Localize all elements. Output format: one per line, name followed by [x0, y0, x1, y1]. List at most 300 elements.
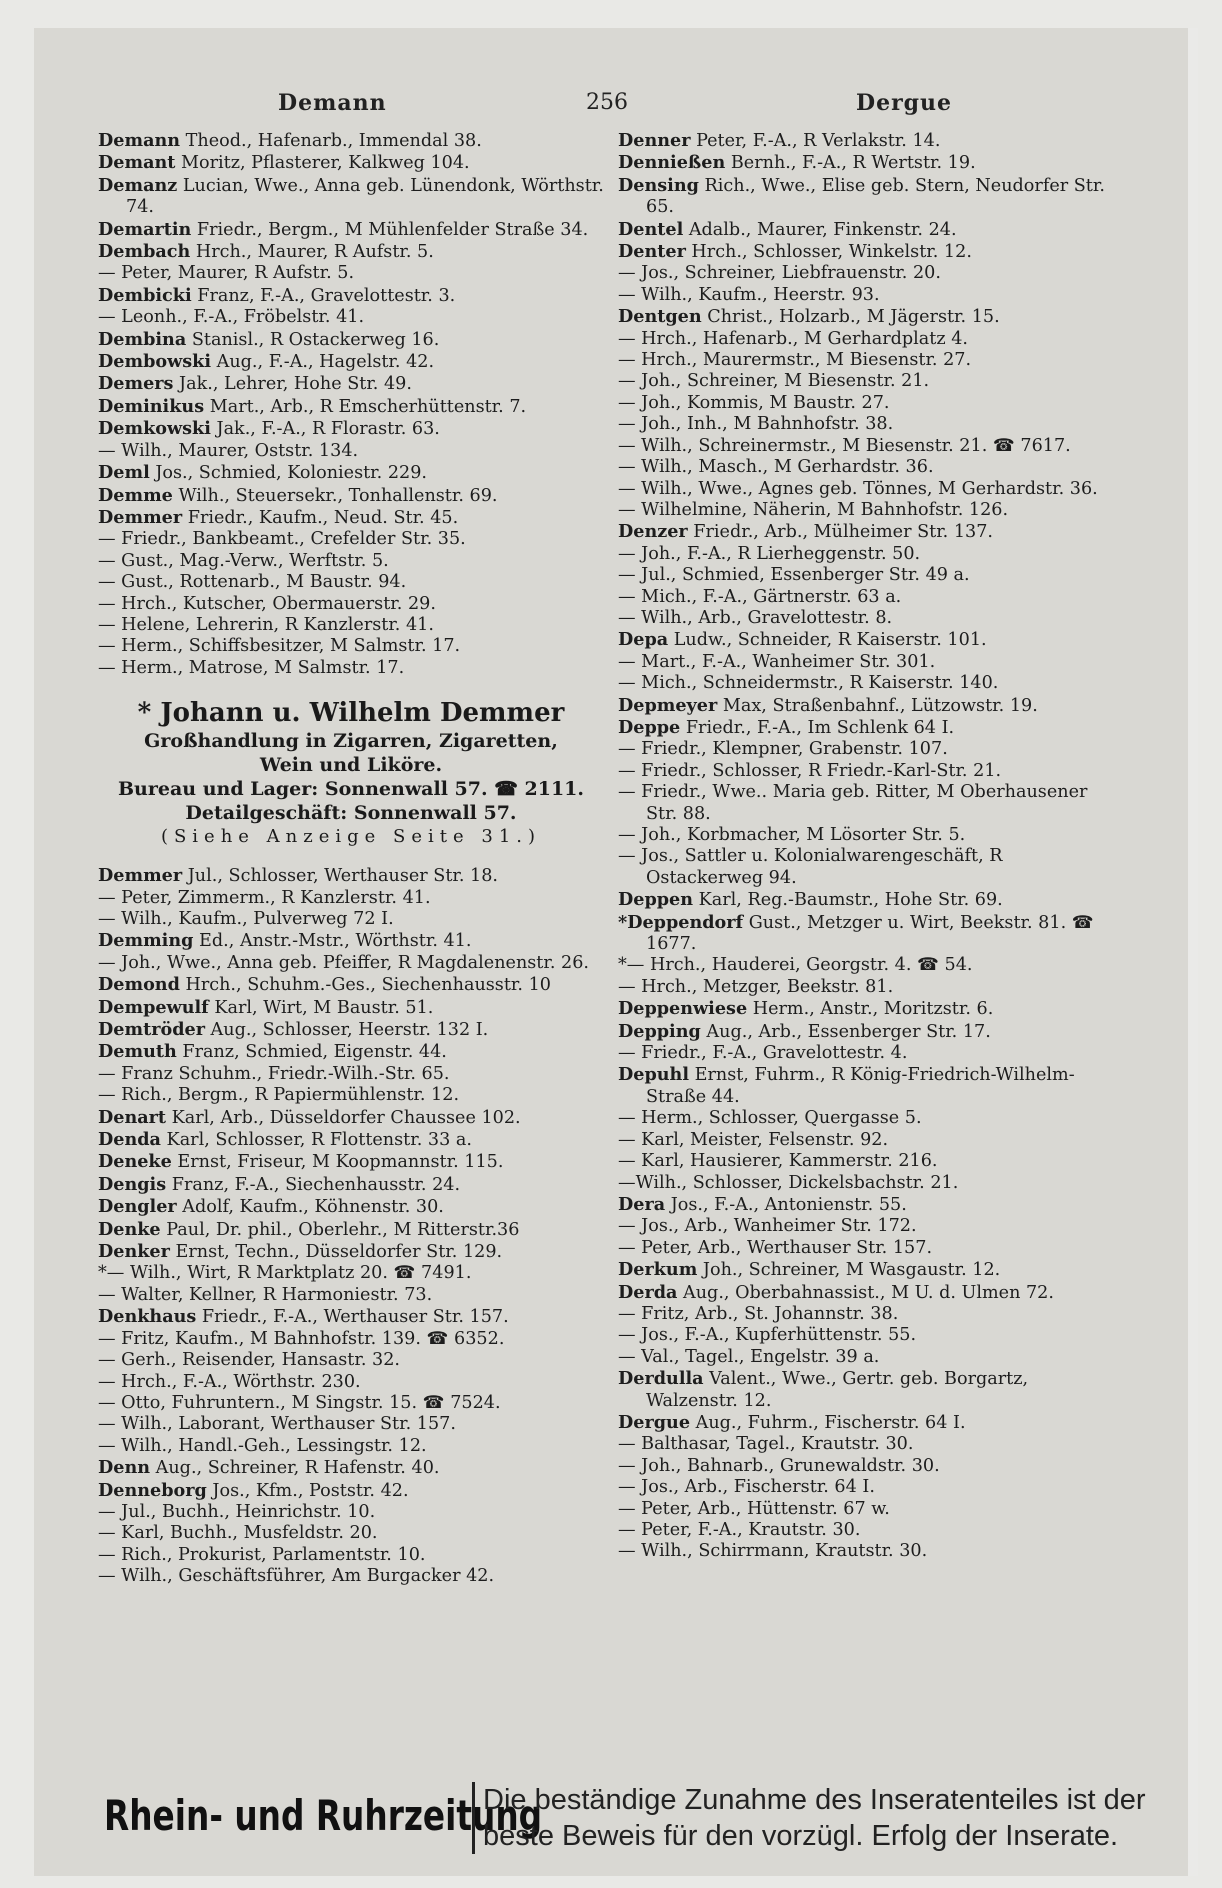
entry-surname: Dembach — [98, 241, 191, 263]
entry-surname: Demartin — [98, 218, 192, 240]
directory-entry — [618, 782, 1124, 825]
entry-details: — Rich., Bergm., R Papiermühlenstr. 12. — [98, 1085, 460, 1106]
entry-surname: Depmeyer — [618, 694, 718, 716]
directory-entry — [618, 306, 1124, 328]
advert-note: (Siehe Anzeige Seite 31.) — [160, 826, 542, 848]
entry-details: —Wilh., Schlosser, Dickelsbachstr. 21. — [618, 1172, 959, 1193]
entry-details: — Jos., F.-A., Kupferhüttenstr. 55. — [618, 1325, 917, 1346]
entry-surname: *Deppendorf — [618, 911, 744, 933]
entry-surname: Demmer — [98, 865, 183, 887]
entry-details: Mart., Arb., R Emscherhüttenstr. 7. — [204, 396, 527, 417]
directory-entry — [618, 1541, 1124, 1562]
entry-details: — Jul., Schmied, Essenberger Str. 49 a. — [618, 565, 970, 586]
advert-line-1: Großhandlung in Zigarren, Zigaretten, — [144, 730, 558, 753]
entry-details: — Fritz, Arb., St. Johannstr. 38. — [618, 1303, 899, 1324]
entry-surname: Deml — [98, 462, 150, 484]
entry-details: — Leonh., F.-A., Fröbelstr. 41. — [98, 307, 365, 328]
directory-entry — [98, 130, 604, 152]
entry-surname: Demuth — [98, 1041, 177, 1063]
directory-entry — [98, 658, 604, 679]
entry-details: — Joh., Inh., M Bahnhofstr. 38. — [618, 414, 894, 435]
directory-entry — [98, 953, 604, 974]
entry-details: Gust., Metzger u. Wirt, Beekstr. 81. ☎ 1677. — [646, 912, 1094, 955]
entry-details: — Friedr., Bankbeamt., Crefelder Str. 35. — [98, 529, 466, 550]
entry-details: — Jos., Schreiner, Liebfrauenstr. 20. — [618, 263, 941, 284]
directory-entry — [618, 761, 1124, 782]
left-column — [98, 130, 604, 1588]
directory-entry — [618, 500, 1124, 521]
directory-entry — [98, 1285, 604, 1306]
entry-surname: Derdulla — [618, 1368, 704, 1390]
directory-entry — [98, 307, 604, 328]
directory-entry — [618, 1043, 1124, 1064]
entry-details: — Franz Schuhm., Friedr.-Wilh.-Str. 65. — [98, 1063, 450, 1084]
entry-details: Karl, Arb., Düsseldorfer Chaussee 102. — [166, 1107, 521, 1128]
entry-details: — Karl, Buchh., Musfeldstr. 20. — [98, 1523, 378, 1544]
entry-details: — Joh., Schreiner, M Biesenstr. 21. — [618, 371, 930, 392]
entry-details: — Fritz, Kaufm., M Bahnhofstr. 139. ☎ 6352. — [98, 1328, 505, 1349]
directory-entry — [618, 565, 1124, 586]
entry-surname: Dempewulf — [98, 996, 209, 1018]
directory-entry — [618, 414, 1124, 435]
entry-surname: Denda — [98, 1129, 161, 1151]
entry-details: Valent., Wwe., Gertr. geb. Borgartz, Walzenstr. 12. — [646, 1369, 1029, 1411]
entry-details: Franz, F.-A., Siechenhausstr. 24. — [166, 1174, 461, 1195]
entry-details: — Val., Tagel., Engelstr. 39 a. — [618, 1346, 880, 1367]
directory-entry — [618, 1347, 1124, 1368]
directory-entry — [98, 1041, 604, 1063]
entry-details: — Peter, Arb., Hüttenstr. 67 w. — [618, 1498, 890, 1519]
directory-entry — [618, 1499, 1124, 1520]
directory-entry — [98, 1129, 604, 1151]
entry-details: — Otto, Fuhruntern., M Singstr. 15. ☎ 7524. — [98, 1392, 501, 1413]
entry-details: Aug., Oberbahnassist., M U. d. Ulmen 72. — [677, 1282, 1054, 1303]
entry-details: — Friedr., Klempner, Grabenstr. 107. — [618, 739, 948, 760]
entry-details: — Peter, Zimmerm., R Kanzlerstr. 41. — [98, 887, 431, 908]
entry-details: — Joh., F.-A., R Lierheggenstr. 50. — [618, 543, 921, 564]
entry-details: — Hrch., Maurermstr., M Biesenstr. 27. — [618, 350, 972, 371]
entry-details: Peter, F.-A., R Verlakstr. 14. — [690, 131, 941, 151]
advert-line-2: Wein und Liköre. — [259, 754, 443, 777]
entry-details: Stanisl., R Ostackerweg 16. — [186, 329, 440, 350]
entry-surname: Depuhl — [618, 1064, 690, 1086]
entry-details: Theod., Hafenarb., Immendal 38. — [180, 131, 482, 151]
page-header — [34, 86, 1188, 126]
entry-list-right — [618, 130, 1124, 1563]
entry-details: — Peter, Arb., Werthauser Str. 157. — [618, 1237, 933, 1258]
entry-details: — Jos., Sattler u. Kolonialwarengeschäft, R Ostackerweg 94. — [618, 846, 1003, 888]
directory-entry — [618, 1456, 1124, 1477]
entry-surname: Dentgen — [618, 306, 702, 328]
entry-details: *— Wilh., Wirt, R Marktplatz 20. ☎ 7491. — [98, 1263, 472, 1284]
directory-entry — [618, 457, 1124, 478]
entry-details: — Wilh., Geschäftsführer, Am Burgacker 42. — [98, 1566, 495, 1587]
entry-surname: Depping — [618, 1020, 701, 1042]
entry-details: — Wilh., Kaufm., Pulverweg 72 I. — [98, 908, 394, 929]
entry-details: — Hrch., F.-A., Wörthstr. 230. — [98, 1371, 361, 1392]
entry-details: Ernst, Friseur, M Koopmannstr. 115. — [171, 1152, 504, 1173]
directory-entry — [618, 695, 1124, 717]
entry-surname: Dergue — [618, 1411, 691, 1433]
entry-details: — Herm., Matrose, M Salmstr. 17. — [98, 657, 405, 678]
directory-entry — [618, 479, 1124, 500]
entry-surname: Densing — [618, 174, 699, 196]
entry-details: Bernh., F.-A., R Wertstr. 19. — [725, 153, 976, 174]
entry-details: — Rich., Prokurist, Parlamentstr. 10. — [98, 1544, 426, 1565]
entry-details: Karl, Schlosser, R Flottenstr. 33 a. — [160, 1130, 472, 1151]
directory-entry — [98, 152, 604, 174]
directory-entry — [98, 888, 604, 909]
directory-entry — [98, 485, 604, 507]
entry-details: Jos., Kfm., Poststr. 42. — [206, 1480, 409, 1501]
entry-details: Hrch., Schuhm.-Ges., Siechenhausstr. 10 — [179, 975, 551, 996]
entry-surname: Demtröder — [98, 1019, 205, 1040]
directory-entry — [98, 615, 604, 636]
directory-entry — [98, 285, 604, 307]
entry-details: — Wilh., Masch., M Gerhardstr. 36. — [618, 457, 934, 478]
directory-entry — [618, 1412, 1124, 1434]
directory-entry — [98, 930, 604, 952]
entry-surname: Denzer — [618, 521, 688, 543]
entry-details: — Gust., Rottenarb., M Baustr. 94. — [98, 572, 407, 593]
entry-details: — Mart., F.-A., Wanheimer Str. 301. — [618, 651, 936, 672]
directory-entry — [98, 462, 604, 484]
directory-entry — [98, 1085, 604, 1106]
directory-entry — [98, 551, 604, 572]
directory-entry — [618, 717, 1124, 739]
entry-details: Friedr., Arb., Mülheimer Str. 137. — [687, 522, 994, 543]
entry-details: Friedr., F.-A., Im Schlenk 64 I. — [680, 717, 955, 738]
entry-details: Karl, Wirt, M Baustr. 51. — [208, 997, 434, 1018]
entry-details: — Joh., Kommis, M Baustr. 27. — [618, 392, 890, 413]
entry-details: Franz, F.-A., Gravelottestr. 3. — [191, 285, 456, 306]
entry-details: Aug., Fuhrm., Fischerstr. 64 I. — [690, 1412, 966, 1433]
directory-entry — [98, 329, 604, 351]
entry-surname: Deppen — [618, 889, 694, 911]
entry-surname: Denneborg — [98, 1479, 207, 1501]
entry-details: Moritz, Pflasterer, Kalkweg 104. — [175, 153, 470, 174]
entry-details: Jul., Schlosser, Werthauser Str. 18. — [182, 866, 499, 887]
entry-surname: Demming — [98, 930, 194, 952]
entry-surname: Depa — [618, 629, 669, 651]
directory-entry — [618, 1194, 1124, 1216]
directory-entry — [618, 521, 1124, 543]
directory-entry — [618, 1304, 1124, 1325]
header-left-keyword: Demann — [278, 90, 387, 116]
entry-details: Karl, Reg.-Baumstr., Hohe Str. 69. — [693, 890, 1003, 911]
directory-entry — [98, 1306, 604, 1328]
advert-line-3: Bureau und Lager: Sonnenwall 57. ☎ 2111. — [117, 778, 584, 801]
directory-entry — [618, 1151, 1124, 1172]
entry-details: *— Hrch., Hauderei, Georgstr. 4. ☎ 54. — [618, 955, 973, 976]
directory-entry — [618, 152, 1124, 174]
directory-entry — [98, 1523, 604, 1544]
entry-details: Adolf, Kaufm., Köhnenstr. 30. — [176, 1197, 444, 1218]
entry-surname: Dengis — [98, 1173, 167, 1195]
entry-details: — Wilh., Handl.-Geh., Lessingstr. 12. — [98, 1435, 427, 1456]
directory-entry — [618, 825, 1124, 846]
directory-entry — [618, 1520, 1124, 1541]
directory-entry — [618, 371, 1124, 392]
directory-entry — [98, 441, 604, 462]
entry-surname: Denner — [618, 130, 691, 151]
entry-details: — Mich., F.-A., Gärtnerstr. 63 a. — [618, 586, 902, 607]
entry-surname: Dera — [618, 1193, 666, 1215]
directory-entry — [98, 1219, 604, 1241]
entry-details: Ernst, Fuhrm., R König-Friedrich-Wilhelm-Straße 44. — [646, 1065, 1075, 1107]
directory-entry — [618, 629, 1124, 651]
entry-surname: Demme — [98, 484, 173, 506]
entry-surname: Denkhaus — [98, 1306, 197, 1328]
entry-details: Ernst, Techn., Düsseldorfer Str. 129. — [169, 1242, 503, 1263]
entry-surname: Deminikus — [98, 395, 205, 417]
directory-entry — [618, 1021, 1124, 1043]
entry-details: Jak., F.-A., R Florastr. 63. — [210, 419, 440, 440]
right-column — [618, 130, 1124, 1563]
entry-details: Wilh., Steuersekr., Tonhallenstr. 69. — [172, 485, 498, 506]
directory-entry — [618, 1325, 1124, 1346]
entry-surname: Denart — [98, 1106, 167, 1128]
entry-surname: Dengler — [98, 1196, 177, 1218]
directory-entry — [618, 1130, 1124, 1151]
entry-details: — Friedr., Schlosser, R Friedr.-Karl-Str. 21. — [618, 760, 1002, 781]
directory-entry — [618, 1238, 1124, 1259]
entry-surname: Demann — [98, 130, 181, 151]
entry-surname: Dembowski — [98, 351, 212, 373]
directory-entry — [98, 373, 604, 395]
entry-details: Franz, Schmied, Eigenstr. 44. — [176, 1042, 447, 1063]
directory-entry — [98, 1174, 604, 1196]
entry-list-b — [98, 865, 604, 1587]
entry-surname: Derkum — [618, 1259, 698, 1281]
directory-entry — [618, 1477, 1124, 1498]
directory-entry — [618, 241, 1124, 263]
entry-details: — Joh., Bahnarb., Grunewaldstr. 30. — [618, 1455, 940, 1476]
entry-surname: Demanz — [98, 174, 178, 196]
entry-surname: Demond — [98, 974, 180, 996]
entry-surname: Demant — [98, 152, 176, 174]
entry-details: Jos., Schmied, Koloniestr. 229. — [149, 463, 428, 484]
directory-entry — [98, 1545, 604, 1566]
entry-details: — Joh., Korbmacher, M Lösorter Str. 5. — [618, 825, 966, 845]
entry-details: Ludw., Schneider, R Kaiserstr. 101. — [668, 630, 987, 651]
directory-entry — [98, 1196, 604, 1218]
directory-entry — [98, 1241, 604, 1263]
directory-entry — [618, 673, 1124, 694]
entry-surname: Dennießen — [618, 152, 726, 174]
newspaper-advert-footer — [84, 1776, 1164, 1860]
entry-details: Friedr., F.-A., Werthauser Str. 157. — [196, 1307, 509, 1328]
demmer-advertisement — [98, 697, 604, 849]
entry-details: — Balthasar, Tagel., Krautstr. 30. — [618, 1434, 914, 1455]
directory-entry — [618, 1173, 1124, 1194]
entry-details: — Peter, F.-A., Krautstr. 30. — [618, 1520, 861, 1540]
directory-entry — [98, 529, 604, 550]
entry-surname: Derda — [618, 1281, 678, 1303]
directory-entry — [618, 846, 1124, 889]
entry-details: Friedr., Kaufm., Neud. Str. 45. — [182, 507, 459, 528]
directory-entry — [618, 1216, 1124, 1237]
directory-entry — [98, 1436, 604, 1457]
directory-entry — [618, 393, 1124, 414]
entry-details: Joh., Schreiner, M Wasgaustr. 12. — [697, 1260, 1001, 1281]
directory-entry — [98, 636, 604, 657]
entry-details: Lucian, Wwe., Anna geb. Lünendonk, Wörthstr. 74. — [126, 175, 604, 218]
entry-details: — Wilh., Kaufm., Heerstr. 93. — [618, 284, 880, 305]
directory-entry — [618, 1064, 1124, 1108]
page-number: 256 — [586, 90, 628, 115]
directory-entry — [98, 997, 604, 1019]
directory-entry — [98, 594, 604, 615]
entry-surname: Demmer — [98, 506, 183, 528]
entry-details: — Herm., Schiffsbesitzer, M Salmstr. 17. — [98, 636, 461, 657]
directory-entry — [618, 175, 1124, 219]
entry-details: — Gerh., Reisender, Hansastr. 32. — [98, 1350, 400, 1371]
directory-entry — [98, 1350, 604, 1371]
entry-details: — Mich., Schneidermstr., R Kaiserstr. 140. — [618, 673, 999, 694]
advert-line-4: Detailgeschäft: Sonnenwall 57. — [185, 802, 517, 825]
directory-entry — [98, 1502, 604, 1523]
directory-entry — [98, 1393, 604, 1414]
entry-details: — Wilh., Schreinermstr., M Biesenstr. 21. ☎ 7617. — [618, 435, 1071, 456]
entry-details: — Wilh., Schirrmann, Krautstr. 30. — [618, 1541, 928, 1562]
entry-details: — Walter, Kellner, R Harmoniestr. 73. — [98, 1284, 433, 1305]
entry-surname: Denter — [618, 241, 686, 263]
entry-details: — Wilhelmine, Näherin, M Bahnhofstr. 126. — [618, 499, 1009, 520]
directory-entry — [98, 1107, 604, 1129]
entry-details: — Wilh., Laborant, Werthauser Str. 157. — [98, 1414, 456, 1435]
directory-entry — [618, 436, 1124, 457]
directory-entry — [618, 1259, 1124, 1281]
directory-entry — [618, 739, 1124, 760]
directory-entry — [618, 1282, 1124, 1304]
entry-details: — Joh., Wwe., Anna geb. Pfeiffer, R Magdalenenstr. 26. — [98, 952, 590, 973]
directory-entry — [98, 572, 604, 593]
directory-entry — [618, 608, 1124, 629]
entry-surname: Denke — [98, 1218, 161, 1240]
entry-details: Paul, Dr. phil., Oberlehr., M Ritterstr.36 — [160, 1219, 520, 1240]
entry-details: Rich., Wwe., Elise geb. Stern, Neudorfer Str. 65. — [646, 175, 1105, 218]
directory-entry — [618, 652, 1124, 673]
directory-page — [34, 28, 1198, 1876]
directory-entry — [618, 998, 1124, 1020]
directory-entry — [98, 175, 604, 219]
directory-entry — [618, 587, 1124, 608]
entry-details: — Peter, Maurer, R Aufstr. 5. — [98, 263, 355, 284]
entry-surname: Denker — [98, 1241, 170, 1263]
directory-entry — [98, 1566, 604, 1587]
directory-entry — [98, 1151, 604, 1173]
directory-entry — [98, 974, 604, 996]
entry-surname: Deneke — [98, 1151, 172, 1173]
entry-details: — Wilh., Wwe., Agnes geb. Tönnes, M Gerhardstr. 36. — [618, 478, 1098, 499]
entry-details: Jak., Lehrer, Hohe Str. 49. — [173, 374, 412, 395]
directory-entry — [618, 1434, 1124, 1455]
entry-surname: Dembicki — [98, 284, 192, 306]
advert-title: * Johann u. Wilhelm Demmer — [137, 698, 565, 729]
header-right-keyword: Dergue — [856, 90, 953, 116]
entry-details: — Jul., Buchh., Heinrichstr. 10. — [98, 1501, 376, 1522]
entry-details: — Friedr., Wwe.. Maria geb. Ritter, M Oberhausener Str. 88. — [618, 782, 1088, 824]
entry-details: — Herm., Schlosser, Quergasse 5. — [618, 1108, 922, 1129]
entry-details: Jos., F.-A., Antonienstr. 55. — [665, 1194, 907, 1215]
entry-surname: Dembina — [98, 328, 187, 350]
entry-surname: Deppenwiese — [618, 998, 748, 1020]
entry-details: Hrch., Maurer, R Aufstr. 5. — [190, 242, 434, 263]
directory-entry — [98, 351, 604, 373]
directory-entry — [618, 977, 1124, 998]
directory-entry — [98, 263, 604, 284]
entry-details: — Helene, Lehrerin, R Kanzlerstr. 41. — [98, 614, 434, 635]
entry-details: Friedr., Bergm., M Mühlenfelder Straße 34. — [191, 219, 589, 240]
directory-entry — [618, 219, 1124, 241]
entry-surname: Denn — [98, 1457, 151, 1479]
directory-entry — [98, 1263, 604, 1284]
entry-details: Christ., Holzarb., M Jägerstr. 15. — [701, 307, 1000, 328]
entry-details: Aug., Arb., Essenberger Str. 17. — [700, 1021, 991, 1042]
entry-details: — Gust., Mag.-Verw., Werftstr. 5. — [98, 550, 389, 571]
directory-entry — [618, 889, 1124, 911]
entry-surname: Dentel — [618, 218, 684, 240]
directory-entry — [98, 241, 604, 263]
directory-entry — [618, 912, 1124, 956]
entry-details: Aug., Schlosser, Heerstr. 132 I. — [204, 1020, 489, 1040]
entry-details: — Friedr., F.-A., Gravelottestr. 4. — [618, 1043, 908, 1064]
entry-surname: Deppe — [618, 716, 681, 738]
directory-entry — [618, 1368, 1124, 1412]
entry-surname: Demers — [98, 373, 174, 395]
directory-entry — [98, 1372, 604, 1393]
footer-slogan: Die beständige Zunahme des Inseratenteiles ist der beste Beweis für den vorzügl. Erfolg der Inserate. — [472, 1782, 1173, 1854]
directory-entry — [98, 1457, 604, 1479]
directory-entry — [98, 1064, 604, 1085]
entry-details: — Wilh., Arb., Gravelottestr. 8. — [618, 607, 893, 628]
entry-details: — Wilh., Maurer, Oststr. 134. — [98, 440, 359, 461]
directory-entry — [618, 544, 1124, 565]
directory-entry — [98, 396, 604, 418]
directory-entry — [98, 219, 604, 241]
directory-entry — [618, 955, 1124, 976]
entry-details: — Jos., Arb., Wanheimer Str. 172. — [618, 1216, 917, 1237]
entry-details: — Hrch., Hafenarb., M Gerhardplatz 4. — [618, 328, 969, 349]
directory-entry — [618, 130, 1124, 152]
entry-details: — Karl, Meister, Felsenstr. 92. — [618, 1129, 889, 1150]
directory-entry — [98, 1019, 604, 1041]
entry-details: Adalb., Maurer, Finkenstr. 24. — [683, 219, 957, 240]
directory-entry — [618, 285, 1124, 306]
entry-details: — Jos., Arb., Fischerstr. 64 I. — [618, 1477, 875, 1498]
entry-details: Aug., Schreiner, R Hafenstr. 40. — [150, 1458, 440, 1479]
entry-details: Ed., Anstr.-Mstr., Wörthstr. 41. — [193, 931, 472, 952]
directory-entry — [98, 1329, 604, 1350]
newspaper-logo: Rhein- und Ruhrzeitung — [104, 1791, 543, 1840]
directory-entry — [618, 263, 1124, 284]
directory-entry — [98, 909, 604, 930]
entry-surname: Demkowski — [98, 418, 211, 440]
entry-details: — Hrch., Kutscher, Obermauerstr. 29. — [98, 593, 436, 614]
directory-entry — [98, 418, 604, 440]
directory-entry — [98, 507, 604, 529]
directory-entry — [618, 1108, 1124, 1129]
entry-details: Aug., F.-A., Hagelstr. 42. — [211, 352, 435, 373]
entry-details: — Karl, Hausierer, Kammerstr. 216. — [618, 1151, 938, 1172]
entry-details: Herm., Anstr., Moritzstr. 6. — [747, 999, 994, 1020]
directory-entry — [618, 350, 1124, 371]
directory-entry — [98, 865, 604, 887]
directory-entry — [98, 1480, 604, 1502]
directory-entry — [618, 329, 1124, 350]
entry-details: — Hrch., Metzger, Beekstr. 81. — [618, 976, 894, 997]
